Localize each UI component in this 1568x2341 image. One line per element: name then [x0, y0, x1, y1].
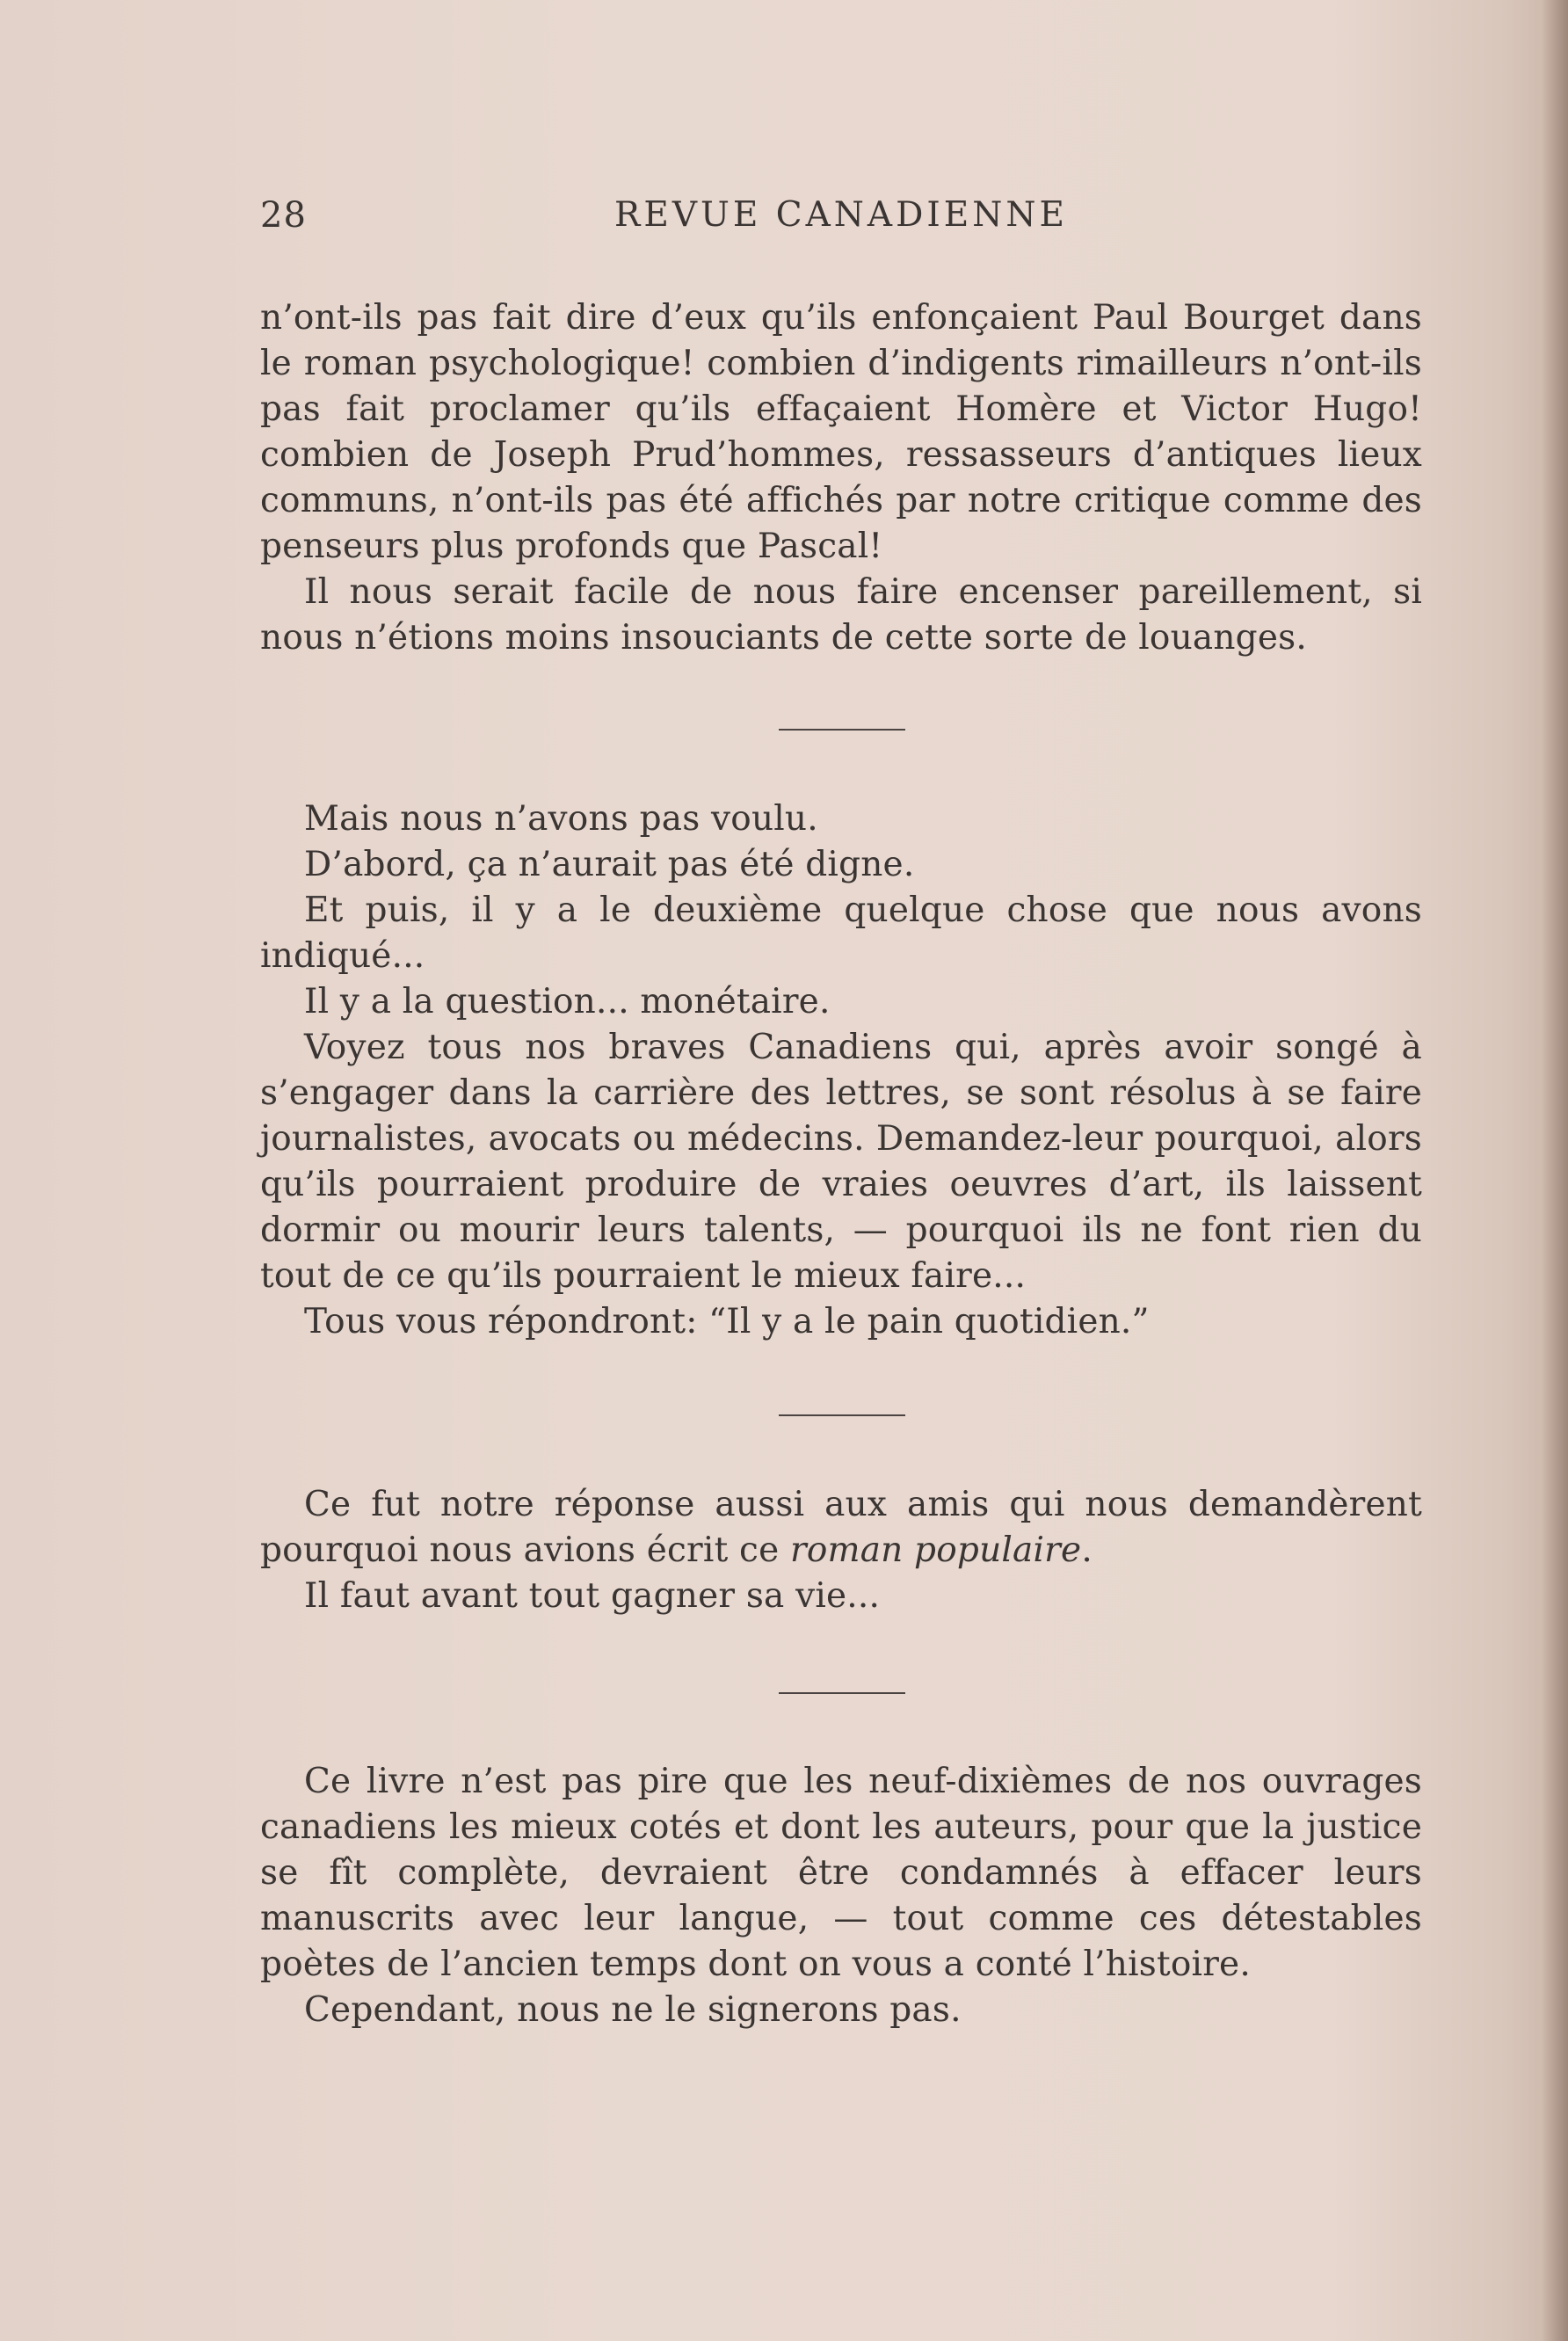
paragraph-text: Ce fut notre réponse aussi aux amis qui nous demandèrent pourquoi nous avions écrit ce: [260, 1485, 1422, 1570]
text-block-1: [260, 295, 1422, 661]
paragraph: Tous vous répondront: “Il y a le pain quotidien.”: [304, 1302, 1150, 1341]
paragraph: Il nous serait facile de nous faire encenser pareillement, si nous n’étions moins insouciants de cette sorte de louanges.: [260, 572, 1422, 658]
paragraph-punctuation: .: [1081, 1530, 1093, 1570]
page-header: [260, 195, 1422, 248]
paragraph: Il y a la question... monétaire.: [304, 982, 831, 1021]
paragraph: Et puis, il y a le deuxième quelque chose que nous avons indiqué...: [260, 891, 1422, 976]
text-block-2: [260, 796, 1422, 1345]
book-title-italic: roman populaire: [789, 1530, 1082, 1570]
paragraph: D’abord, ça n’aurait pas été digne.: [304, 845, 915, 884]
text-block-4: [260, 1759, 1422, 2033]
paragraph: Cependant, nous ne le signerons pas.: [304, 1990, 962, 2030]
paragraph: Voyez tous nos braves Canadiens qui, après avoir songé à s’engager dans la carrière des lettres, se sont résolus à se faire journalistes, avocats ou médecins. Demandez-leur pourquoi, alors qu’ils pourraient produire de vraies oeuvres d’art, ils laissent dormir ou mourir leurs talents, — pourquoi ils ne font rien du tout de ce qu’ils pourraient le mieux faire...: [260, 1028, 1422, 1296]
page-edge-shadow: [1542, 0, 1568, 2341]
section-divider: [779, 729, 905, 731]
page-number: 28: [260, 195, 307, 236]
paragraph: Mais nous n’avons pas voulu.: [304, 799, 818, 839]
section-divider: [779, 1692, 905, 1694]
running-head: REVUE CANADIENNE: [614, 195, 1068, 235]
section-divider: [779, 1414, 905, 1416]
paragraph: Ce livre n’est pas pire que les neuf-dixièmes de nos ouvrages canadiens les mieux cotés et dont les auteurs, pour que la justice se fît complète, devraient être condamnés à effacer leurs manuscrits avec leur langue, — tout comme ces détestables poètes de l’ancien temps dont on vous a conté l’histoire.: [260, 1762, 1422, 1984]
paragraph: Il faut avant tout gagner sa vie...: [304, 1576, 881, 1616]
paragraph: n’ont-ils pas fait dire d’eux qu’ils enfonçaient Paul Bourget dans le roman psychologique! combien d’indigents rimailleurs n’ont-ils pas fait proclamer qu’ils effaçaient Homère et Victor Hugo! combien de Joseph Prud’hommes, ressasseurs d’antiques lieux communs, n’ont-ils pas été affichés par notre critique comme des penseurs plus profonds que Pascal!: [260, 298, 1422, 566]
text-block-3: [260, 1482, 1422, 1619]
paragraph: [260, 1482, 1422, 1574]
